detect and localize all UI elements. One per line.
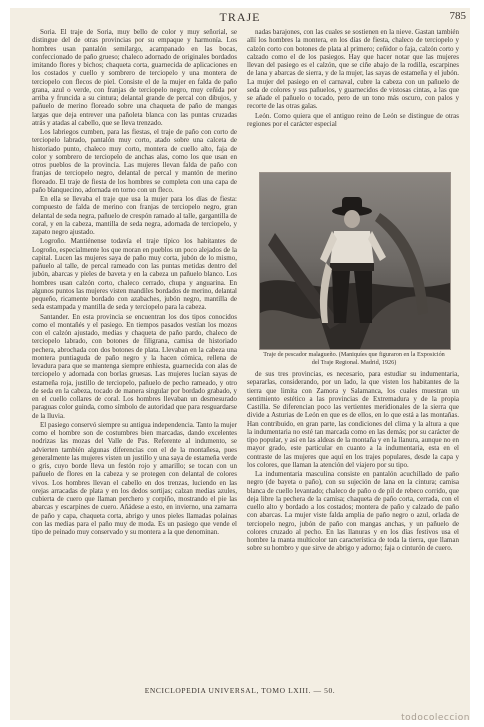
right-column-bottom	[247, 370, 459, 680]
watermark-logo: todocoleccion	[401, 713, 470, 723]
fisherman-photo	[259, 172, 451, 350]
paragraph-soria: Soria. El traje de Soria, muy bello de color y muy señorial, se distingue del de otras provincias por su empaque y harmonía. Los hombres usan pantalón semilargo, acampanado en las bocas, confeccionado de paño grueso; chaleco adornado de originales bordados imitando flores y bichos; chaqueta corta, guarnecida de aplicaciones en los costados y cuello y sombrero de terciopelo y una montera de terciopelo con flecos de piel. Consiste el de la mujer en falda de paño grana, azul o verde, con franjas de terciopelo negro, muy ceñida por arriba y fruncida a su cintura; delantal grande de percal con dibujos, y pañuelo de merino floreado sobre una chaqueta de paño de mangas largas que deja entrever una pañoleta blanca con las puntas cruzadas atrás y atadas al cabello, que se lleva trenzado.	[32, 28, 237, 127]
page-footer: ENCICLOPEDIA UNIVERSAL, TOMO LXIII. — 50.	[144, 686, 336, 695]
paragraph-logrono: Logroño. Mantiénense todavía el traje típico los habitantes de Logroño, especialmente los que moran en pueblos un poco alejados de la capital. Lucen las mujeres saya de paño muy corta, jubón de lo mismo, pañuelo al talle, de percal rameado con las puntas metidas dentro del jubón, abarcas y pieles de baveta y en la cabeza un pañuelo blanco. Los hombres usan calzón corto, chaleco cerrado, chupa y anguarina. En algunos puntos las mujeres visten mandiles bordados de merino, delantal pequeño, ricamente bordado con azabaches, jubón negro, mantilla de seda estampada y mantilla de seda y terciopelo para la cabeza.	[32, 237, 237, 312]
paragraph-provincias: de sus tres provincias, es necesario, para estudiar su indumentaria, separarlas, considerando, por un lado, la que visten los habitantes de la tierra que limita con Zamora y Salamanca, los cuales muestran un sentimiento estético a las provincias de Extremadura y de la propia Castilla. Se diferencian poco las vertientes meridionales de la sierra que divide a Asturias de León en que es de ellos, en lo que está a las montañas. Han contribuido, en gran parte, las condiciones del clima y la altura a que la indumentaria no esté tan marcada como en las demás; por su carácter de tipo popular, y así en las aldeas de la montaña y en la llanura, aunque no en mayor grado, este particular en cuanto a la indumentaria, esta en el contraste de las mujeres que aquí en los trajes populares, desde la capa y los colores, que llaman la atención del viajero por su tipo.	[247, 370, 459, 469]
paragraph-labriegos: Los labriegos cumben, para las fiestas, el traje de paño con corto de terciopelo labrado, pantalón muy corto, atado sobre una calceta de historiado punto, chaleco muy corto, montera de cuello alto, faja de color y sombrero de terciopelo de anchas alas, como los que usan en otros pueblos de la provincia. Las mujeres llevan falda de paño con franjas de terciopelo negro, delantal de percal y mantón de merino floreado. El traje de fiesta de los hombres se completa con una capa de paño blanquecino, adornada en torno con un fleco.	[32, 128, 237, 194]
paragraph-santander: Santander. En esta provincia se encuentran los dos tipos conocidos como el montañés y el pasiego. En tiempos pasados vestían los mozos con el calzón ajustado, medias y chaqueta de paño pardo, chaleco de terciopelo labrado, con botones de filigrana, camisa de historiado pechera, abrochada con dos botones de plata. Llevaban en la cabeza una montera puntiaguda de paño negro y la hacen cómica, rellena de levadura para que se mantenga siempre enhiesta, guarnecida con alas de terciopelo y adornada con borlas gruesas. Las mujeres lucían sayas de estameña roja, justillo de terciopelo, pañuelo de pecho rameado, y otro de seda en la cabeza, tocado de manera singular por bordado grabado, y en el cuello collares de coral. Los hombres llevaban un desmesurado paraguas color guinda, como símbolo de autoridad que para resguardarse de la lluvia.	[32, 312, 237, 420]
page-header	[10, 10, 470, 26]
page-number: 785	[449, 10, 466, 22]
encyclopedia-page	[10, 8, 470, 720]
right-column-top	[247, 28, 459, 170]
paragraph-leon: León. Como quiera que el antiguo reino de León se distingue de otras regiones por el carácter especial	[247, 111, 459, 128]
running-title: TRAJE	[219, 10, 261, 24]
paragraph-pasiego: El pasiego conservó siempre su antigua independencia. Tanto la mujer como el hombre son de costumbres bien marcadas, dando excelentes nodrizas las mozas del Valle de Pas. Referente al indumento, se advierten también algunas diferencias con el de la montañesa, pues generalmente las mujeres visten un justillo y una saya de estameña verde o gris, cuyo borde lleva un festón rojo y amarillo; se tocan con un pañuelo de flores en la cabeza y se protegen con delantal de colores vivos. Los hombres llevan el cabello en dos trenzas, luciendo en las orejas arracadas de plata y en los dedos sortijas; calzan medias azules, cubierta de cuero que llaman perchero y corpiño, mostrando el pie las abarcas y escarpines de cuero. Añádese a esto, en invierno, una zamarra de paño y capa, chaqueta corta, abrigo y unos pieles llamadas polainas con las medias para el paño muy de moda. Es un pasiego que vende el tipo de peinado muy conservado y su montera a la que denominan.	[32, 420, 237, 536]
paragraph-indumentaria: La indumentaria masculina consiste en pantalón acuchillado de paño negro (de bayeta o paño), con su sujeción de lana en la cintura; camisa blanca de cuello levantado; chaleco de paño o de pil de rebeco corrido, que deja libre la pechera de la camisa; chaqueta de paño corta, cerrada, con el cuello alto y bordado a los costados; montera de paño y calzado de paño con abarcas. La mujer viste falda amplia de paño negro o azul, orlada de terciopelo negro, jubón de paño con mangas anchas, y un pañuelo de colores cruzado al pecho. En las llanuras y en los días festivos usa el hombre la manta multicolor tan característica de toda la tierra, que llaman sobre su hombro y que sirve de abrigo y adorno; faja o cinturón de cuero.	[247, 470, 459, 553]
photo-caption: Traje de pescador malagueño. (Maniquíes que figuraron en la Exposición del Traje Regional. Madrid, 1926)	[263, 351, 445, 366]
fisherman-illustration	[260, 173, 450, 349]
paragraph-barajones: nadas barajones, con las cuales se sostienen en la nieve. Gastan también allí los hombres la montera, en los días de fiesta, chaleco de terciopelo y calzón corto con botones de plata al primero; ceñidor o faja, calzón corto y calzado como el de los pasiegos. Hay que hacer notar que las mujeres llevan del pasiego es el calzón, que se ciñe abajo de la rodilla, escarpines de lana y abarcas de sierra, y de la mujer, las sayas de estameña y el jubón. La mujer del pasiego en el carnaval, cubre la cabeza con un pañuelo de seda de colores y sus pañuelos, y guarnecidos de vistosas cintas, a las que se añade el pañuelo o tocado, pero de un tono más oscuro, con palos y recorte de las otras galas.	[247, 28, 459, 111]
left-column	[32, 28, 237, 680]
paragraph-fiesta: En ella se llevaba el traje que usa la mujer para los días de fiesta: compuesto de falda de merino con franjas de terciopelo negro, gran delantal de seda negra, pañuelo de crespón ramado al talle, gargantilla de coral, y en la cabeza, mantilla de seda negra, adornada de terciopelo, y zapato negro ajustado.	[32, 195, 237, 236]
